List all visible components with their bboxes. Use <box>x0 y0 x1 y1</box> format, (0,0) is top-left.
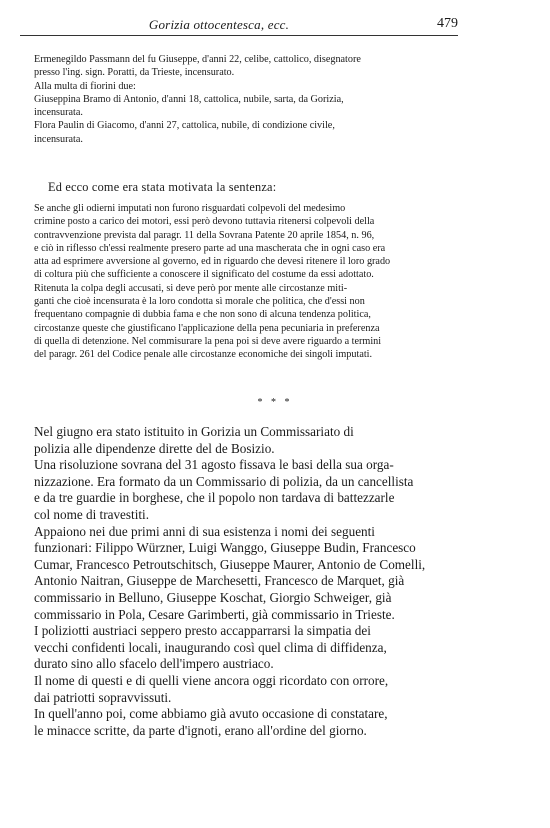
list-paragraph <box>20 53 458 80</box>
text-line: presso l'ing. sign. Poratti, da Trieste, incensurato. <box>34 67 235 79</box>
text-line: atta ad esprimere avversione al governo, ed in riguardo che devesi ritenere il loro grado <box>34 256 391 268</box>
quote-paragraph <box>20 282 458 362</box>
text-line: contravvenzione prevista dal paragr. 11 della Sovrana Patente 20 aprile 1854, n. 96, <box>34 229 375 241</box>
running-head-title: Gorizia ottocentesca, ecc. <box>148 17 290 32</box>
text-line: commissario in Pola, Cesare Garimberti, già commissario in Trieste. <box>34 606 395 622</box>
text-line: Flora Paulin di Giacomo, d'anni 27, cattolica, nubile, di condizione civile, <box>34 120 335 132</box>
text-line: durato sino allo sfacelo dell'impero austriaco. <box>34 656 274 672</box>
section-separator: * * * <box>257 397 293 408</box>
text-line: Nel giugno era stato istituito in Gorizia un Commissariato di <box>34 424 354 439</box>
text-line: Antonio Naitran, Giuseppe de Marchesetti, Francesco de Marquet, già <box>34 573 405 589</box>
text-line: e da tre guardie in borghese, che il popolo non tardava di battezzarle <box>34 490 395 506</box>
text-line: Ritenuta la colpa degli accusati, si deve però por mente alle circostanze miti- <box>34 282 348 294</box>
list-paragraph <box>20 80 458 93</box>
body-paragraph <box>20 424 458 457</box>
running-head <box>20 15 458 36</box>
text-line: polizia alle dipendenze dirette del de Bosizio. <box>34 440 275 456</box>
text-line: Se anche gli odierni imputati non furono risguardati colpevoli del medesimo <box>34 203 346 214</box>
text-line: ganti che cioè incensurata è la loro condotta sì morale che politica, che d'essi non <box>34 296 365 308</box>
text-line: le minacce scritte, da parte d'ignoti, erano all'ordine del giorno. <box>34 722 367 738</box>
sentenced-list <box>20 53 458 146</box>
text-line: incensurata. <box>34 133 83 145</box>
text-line: col nome di travestiti. <box>34 506 149 522</box>
text-line: commissario in Belluno, Giuseppe Koschat, Giorgio Schweiger, già <box>34 589 392 605</box>
text-line: circostanze queste che giustificano l'applicazione della pena pecuniaria in preferenza <box>34 322 380 334</box>
text-line: I poliziotti austriaci seppero presto accapparrarsi la simpatia dei <box>34 623 371 639</box>
text-line: nizzazione. Era formato da un Commissario di polizia, da un cancellista <box>34 473 414 489</box>
body-paragraph <box>20 457 458 523</box>
body-paragraph <box>20 706 458 739</box>
text-line: del paragr. 261 del Codice penale alle circostanze economiche dei singoli imputati. <box>34 349 373 361</box>
text-line: vecchi confidenti locali, inaugurando così quel clima di diffidenza, <box>34 639 387 655</box>
text-line: Cumar, Francesco Petroutschitsch, Giuseppe Maurer, Antonio de Comelli, <box>34 556 426 572</box>
text-line: di quella di detenzione. Nel commisurare la pena poi si deve avere riguardo a termini <box>34 335 382 347</box>
text-line: funzionari: Filippo Würzner, Luigi Wanggo, Giuseppe Budin, Francesco <box>34 540 416 556</box>
list-paragraph <box>20 119 458 146</box>
text-line: crimine posto a carico dei motori, essi però devono tuttavia ritenersi colpevoli della <box>34 216 375 228</box>
text-line: e ciò in riflesso ch'essi realmente presero parte ad una mascherata che in ogni caso era <box>34 242 386 254</box>
sentence-quote <box>20 202 458 362</box>
list-paragraph <box>20 93 458 120</box>
text-line: di coltura più che sufficiente a conoscere il significato del costume da essi adottato. <box>34 269 374 281</box>
body-paragraph <box>20 623 458 673</box>
text-line: Alla multa di fiorini due: <box>34 80 136 92</box>
quote-paragraph <box>20 202 458 282</box>
body-paragraph <box>20 673 458 706</box>
text-line: dai patriotti sopravvissuti. <box>34 689 172 705</box>
text-line: Il nome di questi e di quelli viene ancora oggi ricordato con orrore, <box>34 672 389 688</box>
body-paragraph <box>20 524 458 624</box>
text-line: Ermenegildo Passmann del fu Giuseppe, d'anni 22, celibe, cattolico, disegnatore <box>34 54 361 65</box>
text-line: incensurata. <box>34 107 83 119</box>
text-line: In quell'anno poi, come abbiamo già avuto occasione di constatare, <box>34 706 388 722</box>
text-line: Giuseppina Bramo di Antonio, d'anni 18, cattolica, nubile, sarta, da Gorizia, <box>34 93 344 105</box>
body-text <box>20 424 458 739</box>
page-number: 479 <box>437 16 458 31</box>
section-heading: Ed ecco come era stata motivata la sentenza: <box>48 180 277 194</box>
text-line: frequentano compagnie di dubbia fama e che non sono di alcuna tendenza politica, <box>34 309 371 321</box>
text-line: Una risoluzione sovrana del 31 agosto fissava le basi della sua orga- <box>34 457 394 473</box>
text-line: Appaiono nei due primi anni di sua esistenza i nomi dei seguenti <box>34 523 375 539</box>
